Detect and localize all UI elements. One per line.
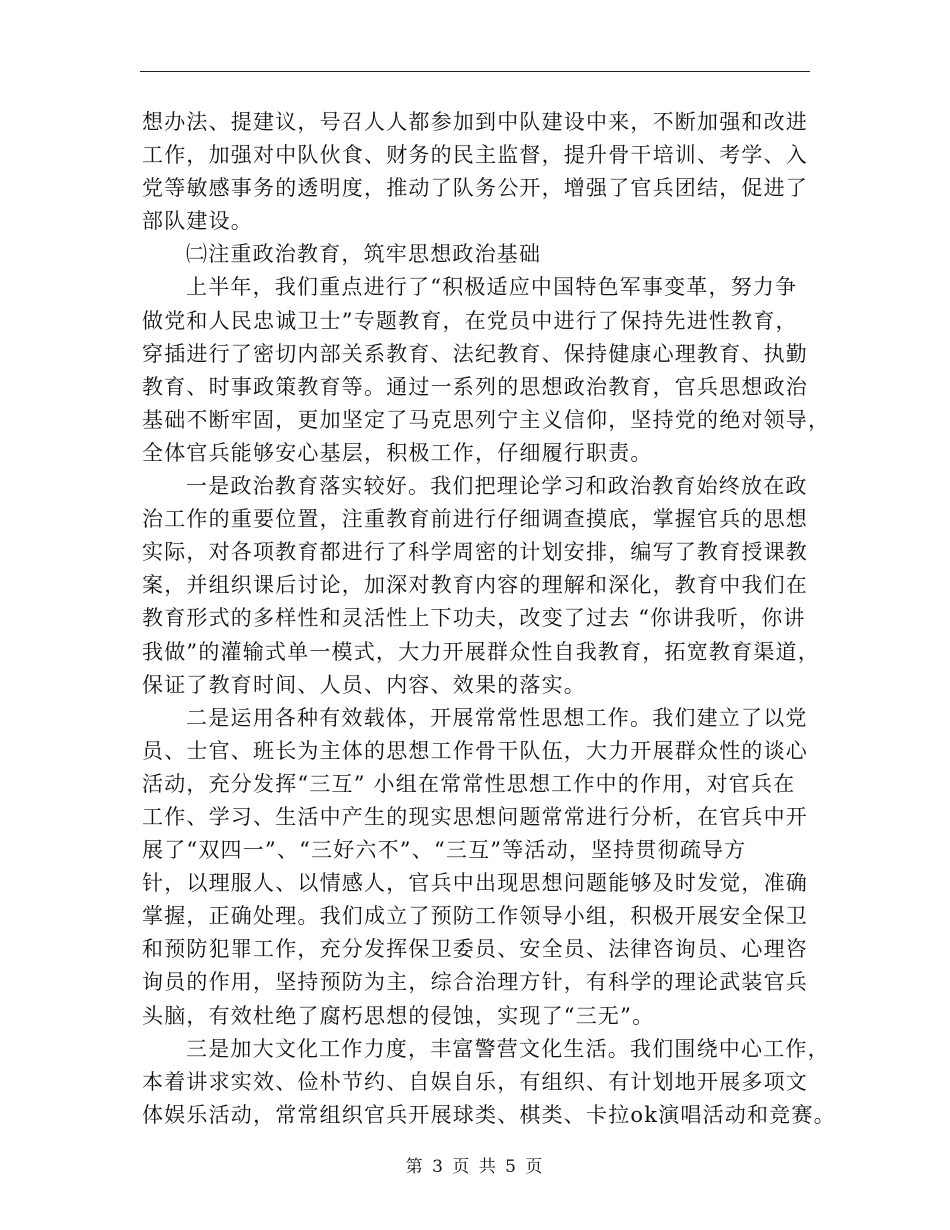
text-line: 员、士官、班长为主体的思想工作骨干队伍，大力开展群众性的谈心	[142, 738, 808, 763]
text-line: 穿插进行了密切内部关系教育、法纪教育、保持健康心理教育、执勤	[142, 341, 808, 366]
text-line: 一是政治教育落实较好。我们把理论学习和政治教育始终放在政	[186, 474, 808, 499]
text-line: 上半年，我们重点进行了“积极适应中国特色军事变革，努力争	[186, 275, 798, 300]
text-line: 活动，充分发挥“三互” 小组在常常性思想工作中的作用，对官兵在	[142, 771, 796, 796]
text-line: 做党和人民忠诚卫士”专题教育，在党员中进行了保持先进性教育，	[142, 308, 798, 333]
text-line: 实际，对各项教育都进行了科学周密的计划安排，编写了教育授课教	[142, 540, 808, 565]
text-line: 三是加大文化工作力度，丰富警营文化生活。我们围绕中心工作，	[186, 1036, 830, 1061]
text-line: 全体官兵能够安心基层，积极工作，仔细履行职责。	[142, 440, 653, 465]
text-line: 工作、学习、生活中产生的现实思想问题常常进行分析，在官兵中开	[142, 804, 808, 829]
text-line: 掌握，正确处理。我们成立了预防工作领导小组，积极开展安全保卫	[142, 904, 808, 929]
text-line: 头脑，有效杜绝了腐朽思想的侵蚀，实现了“三无”。	[142, 1003, 655, 1028]
text-line: 教育形式的多样性和灵活性上下功夫，改变了过去 “你讲我听，你讲	[142, 606, 806, 631]
header-rule	[140, 71, 810, 72]
text-line: 二是运用各种有效载体，开展常常性思想工作。我们建立了以党	[186, 705, 808, 730]
page-footer: 第 3 页 共 5 页	[405, 1157, 545, 1177]
text-line: 工作，加强对中队伙食、财务的民主监督，提升骨干培训、考学、入	[142, 143, 808, 168]
text-line: 基础不断牢固，更加坚定了马克思列宁主义信仰，坚持党的绝对领导，	[142, 407, 831, 432]
text-line: 案，并组织课后讨论，加深对教育内容的理解和深化，教育中我们在	[142, 573, 808, 598]
text-line: 教育、时事政策教育等。通过一系列的思想政治教育，官兵思想政治	[142, 374, 808, 399]
text-line: 我做”的灌输式单一模式，大力开展群众性自我教育，拓宽教育渠道，	[142, 639, 820, 664]
text-line: 针，以理服人、以情感人，官兵中出现思想问题能够及时发觉，准确	[142, 871, 808, 896]
text-line: 保证了教育时间、人员、内容、效果的落实。	[142, 672, 586, 697]
text-line: 部队建设。	[142, 209, 253, 234]
text-line: 和预防犯罪工作，充分发挥保卫委员、安全员、法律咨询员、心理咨	[142, 937, 808, 962]
text-line: 治工作的重要位置，注重教育前进行仔细调查摸底，掌握官兵的思想	[142, 507, 808, 532]
text-line: 询员的作用，坚持预防为主，综合治理方针，有科学的理论武装官兵	[142, 970, 808, 995]
text-line: ㈡注重政治教育，筑牢思想政治基础	[186, 242, 542, 267]
text-line: 想办法、提建议，号召人人都参加到中队建设中来，不断加强和改进	[142, 110, 808, 134]
document-body	[142, 106, 836, 1132]
text-line: 党等敏感事务的透明度，推动了队务公开，增强了官兵团结，促进了	[142, 176, 808, 201]
text-line: 展了“双四一”、“三好六不”、“三互”等活动，坚持贯彻疏导方	[142, 838, 747, 863]
text-line: 本着讲求实效、俭朴节约、自娱自乐，有组织、有计划地开展多项文	[142, 1069, 808, 1094]
text-line: 体娱乐活动，常常组织官兵开展球类、棋类、卡拉ok演唱活动和竞赛。	[142, 1102, 836, 1127]
